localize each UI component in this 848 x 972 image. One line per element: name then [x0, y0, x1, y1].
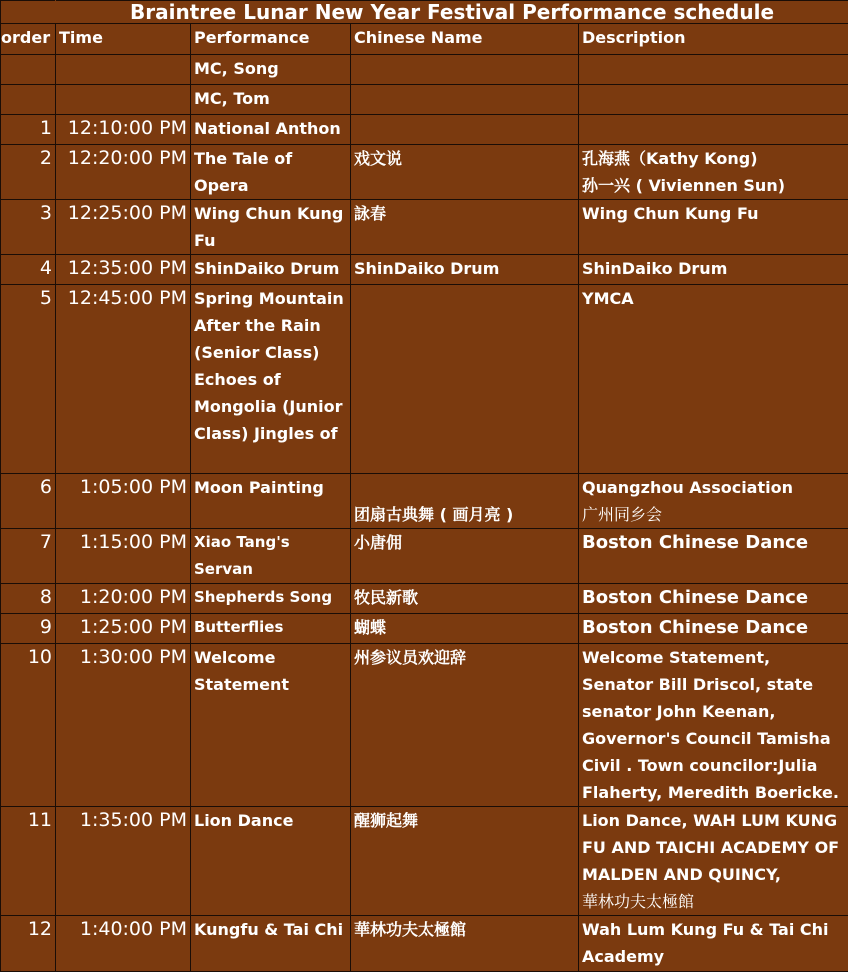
order-cell[interactable]: 7 [1, 529, 56, 584]
performance-text: Spring Mountain After the Rain (Senior Class) Echoes of Mongolia (Junior Class) Jingles of [194, 285, 347, 447]
time-cell[interactable]: 1:30:00 PM [56, 644, 191, 807]
order-cell[interactable]: 2 [1, 145, 56, 200]
chinese-name-cell[interactable] [351, 85, 579, 115]
performance-cell[interactable]: Wing Chun Kung Fu [191, 200, 351, 255]
header-description[interactable]: Description [579, 24, 848, 55]
description-line: 孙一兴 ( Viviennen Sun) [582, 172, 845, 199]
description-cell[interactable]: Boston Chinese Dance [579, 529, 848, 584]
time-cell[interactable]: 12:10:00 PM [56, 115, 191, 145]
table-row [1, 584, 848, 614]
description-text: Lion Dance, WAH LUM KUNG FU AND TAICHI ACADEMY OF MALDEN AND QUINCY, [582, 807, 845, 888]
order-cell[interactable] [1, 55, 56, 85]
time-cell[interactable]: 1:20:00 PM [56, 584, 191, 614]
performance-cell[interactable]: Lion Dance [191, 807, 351, 916]
table-row [1, 85, 848, 115]
description-line: 广州同乡会 [582, 501, 845, 528]
chinese-name-cell[interactable]: 团扇古典舞 ( 画月亮 ) [351, 474, 579, 529]
chinese-name-cell[interactable]: 牧民新歌 [351, 584, 579, 614]
time-cell[interactable]: 1:15:00 PM [56, 529, 191, 584]
description-cell[interactable]: Wah Lum Kung Fu & Tai Chi Academy [579, 916, 848, 972]
order-cell[interactable]: 11 [1, 807, 56, 916]
time-cell[interactable]: 1:25:00 PM [56, 614, 191, 644]
description-cell[interactable]: Boston Chinese Dance [579, 614, 848, 644]
performance-cell[interactable]: Kungfu & Tai Chi [191, 916, 351, 972]
table-row [1, 200, 848, 255]
time-cell[interactable] [56, 55, 191, 85]
description-cell[interactable]: Wing Chun Kung Fu [579, 200, 848, 255]
chinese-name-cell[interactable] [351, 55, 579, 85]
chinese-name-cell[interactable]: ShinDaiko Drum [351, 255, 579, 285]
time-cell[interactable]: 12:45:00 PM [56, 285, 191, 474]
time-cell[interactable]: 12:35:00 PM [56, 255, 191, 285]
time-cell[interactable]: 12:20:00 PM [56, 145, 191, 200]
description-cell[interactable] [579, 55, 848, 85]
performance-cell[interactable]: Butterflies [191, 614, 351, 644]
chinese-name-cell[interactable]: 華林功夫太極館 [351, 916, 579, 972]
description-cell[interactable] [579, 807, 848, 916]
chinese-name-cell[interactable]: 醒狮起舞 [351, 807, 579, 916]
description-cell[interactable]: Boston Chinese Dance [579, 584, 848, 614]
header-order[interactable]: order [1, 24, 56, 55]
order-cell[interactable]: 8 [1, 584, 56, 614]
description-cell[interactable] [579, 474, 848, 529]
table-row [1, 644, 848, 807]
title-cell-order[interactable] [1, 1, 56, 24]
description-cell[interactable]: ShinDaiko Drum [579, 255, 848, 285]
order-cell[interactable]: 3 [1, 200, 56, 255]
table-row [1, 807, 848, 916]
chinese-name-cell[interactable] [351, 115, 579, 145]
performance-cell[interactable] [191, 285, 351, 474]
chinese-name-cell[interactable]: 戏文说 [351, 145, 579, 200]
description-cell[interactable] [579, 145, 848, 200]
description-cell[interactable] [579, 85, 848, 115]
table-row [1, 255, 848, 285]
sheet-title[interactable]: Braintree Lunar New Year Festival Performance schedule [56, 1, 848, 24]
description-cell[interactable] [579, 115, 848, 145]
chinese-name-cell[interactable] [351, 285, 579, 474]
header-chinese-name[interactable]: Chinese Name [351, 24, 579, 55]
header-performance[interactable]: Performance [191, 24, 351, 55]
table-row [1, 916, 848, 972]
performance-cell[interactable]: The Tale of Opera [191, 145, 351, 200]
description-cell[interactable]: YMCA [579, 285, 848, 474]
table-row [1, 614, 848, 644]
order-cell[interactable]: 6 [1, 474, 56, 529]
order-cell[interactable]: 5 [1, 285, 56, 474]
order-cell[interactable]: 12 [1, 916, 56, 972]
performance-cell[interactable]: Shepherds Song [191, 584, 351, 614]
table-row [1, 529, 848, 584]
header-row [1, 24, 848, 55]
order-cell[interactable]: 4 [1, 255, 56, 285]
table-row [1, 145, 848, 200]
header-time[interactable]: Time [56, 24, 191, 55]
performance-cell[interactable]: Moon Painting [191, 474, 351, 529]
time-cell[interactable]: 1:05:00 PM [56, 474, 191, 529]
performance-cell[interactable]: Welcome Statement [191, 644, 351, 807]
time-cell[interactable]: 12:25:00 PM [56, 200, 191, 255]
description-line: Quangzhou Association [582, 474, 845, 501]
order-cell[interactable]: 10 [1, 644, 56, 807]
title-row [1, 1, 848, 24]
chinese-name-cell[interactable]: 蝴蝶 [351, 614, 579, 644]
time-cell[interactable] [56, 85, 191, 115]
time-cell[interactable]: 1:35:00 PM [56, 807, 191, 916]
description-line: 孔海燕（Kathy Kong) [582, 145, 845, 172]
performance-cell[interactable]: MC, Tom [191, 85, 351, 115]
performance-cell[interactable]: MC, Song [191, 55, 351, 85]
chinese-name-cell[interactable]: 詠春 [351, 200, 579, 255]
performance-cell[interactable]: National Anthon [191, 115, 351, 145]
performance-cell[interactable]: ShinDaiko Drum [191, 255, 351, 285]
chinese-name-cell[interactable]: 州参议员欢迎辞 [351, 644, 579, 807]
order-cell[interactable]: 1 [1, 115, 56, 145]
order-cell[interactable]: 9 [1, 614, 56, 644]
table-row [1, 285, 848, 474]
performance-cell[interactable]: Xiao Tang's Servan [191, 529, 351, 584]
table-row [1, 115, 848, 145]
order-cell[interactable] [1, 85, 56, 115]
description-cell[interactable]: Welcome Statement, Senator Bill Driscol, state senator John Keenan, Governor's Council Tamisha Civil . Town councilor:Julia Flaherty, Meredith Boericke. [579, 644, 848, 807]
table-row [1, 55, 848, 85]
time-cell[interactable]: 1:40:00 PM [56, 916, 191, 972]
chinese-name-cell[interactable]: 小唐佣 [351, 529, 579, 584]
table-row [1, 474, 848, 529]
description-line: 華林功夫太極館 [582, 888, 845, 915]
